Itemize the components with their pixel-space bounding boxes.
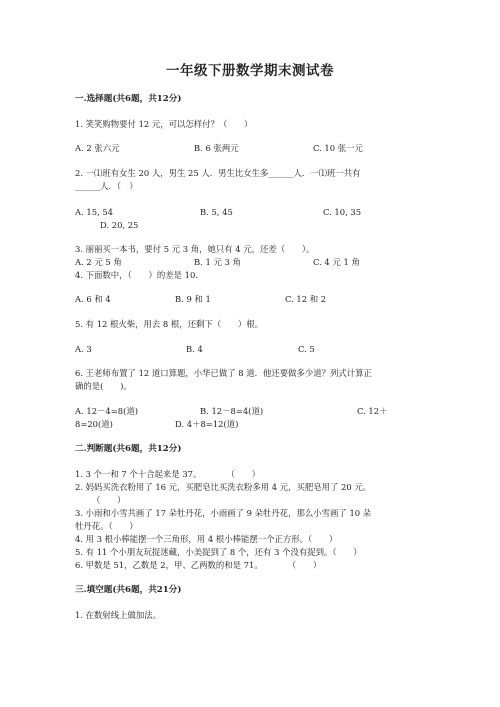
section-heading-fill: 三.填空题(共6题，共21分) [75,585,182,595]
section-heading-choice: 一.选择题(共6题，共12分) [75,94,182,104]
question-4-text: 4. 下面数中，（ ）的差是 10. [75,270,198,280]
question-2-option-d: D. 20, 25 [100,220,139,230]
judge-6: 6. 甲数是 51，乙数是 2，甲、乙两数的和是 71。 （ ） [75,560,322,570]
question-2-option-c: C. 10, 35 [323,207,362,217]
judge-4: 4. 用 3 根小棒能摆一个三角形，用 4 根小棒能摆一个正方形。（ ） [75,534,338,544]
question-6-option-c: C. 12＋ [357,406,388,416]
question-2-option-b: B. 5, 45 [200,207,233,217]
judge-2-line2: （ ） [92,495,126,505]
question-1-option-b: B. 6 张两元 [194,143,239,153]
question-4-option-a: A. 6 和 4 [75,294,111,304]
question-3-option-a: A. 2 元 5 角 [75,257,122,267]
question-2-text-line1: 2. 一⑴班有女生 20 人，男生 25 人．男生比女生多______人．一⑴班一共有 [75,168,361,178]
judge-1: 1. 3 个一和 7 个十合起来是 37。 （ ） [75,469,260,479]
question-5-option-a: A. 3 [75,344,92,354]
question-6-option-c-cont: 8=20(道) [75,419,113,429]
question-1-text: 1. 笑笑购物要付 12 元，可以怎样付？（ ） [75,119,253,129]
question-3-option-b: B. 1 元 3 角 [194,257,241,267]
question-6-text-line2: 确的是( )。 [75,381,132,391]
question-1-option-c: C. 10 张一元 [313,143,363,153]
judge-5: 5. 有 11 个小朋友玩捉迷藏，小美捉到了 8 个，还有 3 个没有捉到。（ ） [75,547,362,557]
judge-3-line2: 牡丹花。（ ） [75,521,138,531]
question-6-text-line1: 6. 王老师布置了 12 道口算题，小华已做了 8 道．他还要做多少道？列式计算正 [75,368,372,378]
question-5-option-c: C. 5 [298,344,315,354]
question-5-option-b: B. 4 [186,344,203,354]
question-5-text: 5. 有 12 根火柴，用去 8 根，还剩下（ ）根。 [75,319,264,329]
exam-title: 一年级下册数学期末测试卷 [166,63,334,79]
question-2-option-a: A. 15, 54 [75,207,114,217]
question-6-option-b: B. 12－8=4(道) [200,406,264,416]
question-3-text: 3. 丽丽买一本书，要付 5 元 3 角，她只有 4 元，还差（ ）。 [75,244,315,254]
judge-3-line1: 3. 小雨和小雪共画了 17 朵牡丹花，小雨画了 9 朵牡丹花，那么小雪画了 10 朵 [75,508,372,518]
question-6-option-d: D. 4＋8=12(道) [175,419,239,429]
judge-2-line1: 2. 妈妈买洗衣粉用了 16 元，买肥皂比买洗衣粉多用 4 元，买肥皂用了 20 元。 [75,482,372,492]
question-1-option-a: A. 2 张六元 [75,143,120,153]
question-2-text-line2: ______人．（ ） [75,181,138,191]
question-4-option-b: B. 9 和 1 [175,294,211,304]
question-6-option-a: A. 12－4=8(道) [75,406,138,416]
fill-1: 1. 在数射线上做加法。 [75,610,162,620]
question-3-option-c: C. 4 元 1 角 [313,257,360,267]
question-4-option-c: C. 12 和 2 [285,294,327,304]
section-heading-judge: 二.判断题(共6题，共12分) [75,444,182,454]
